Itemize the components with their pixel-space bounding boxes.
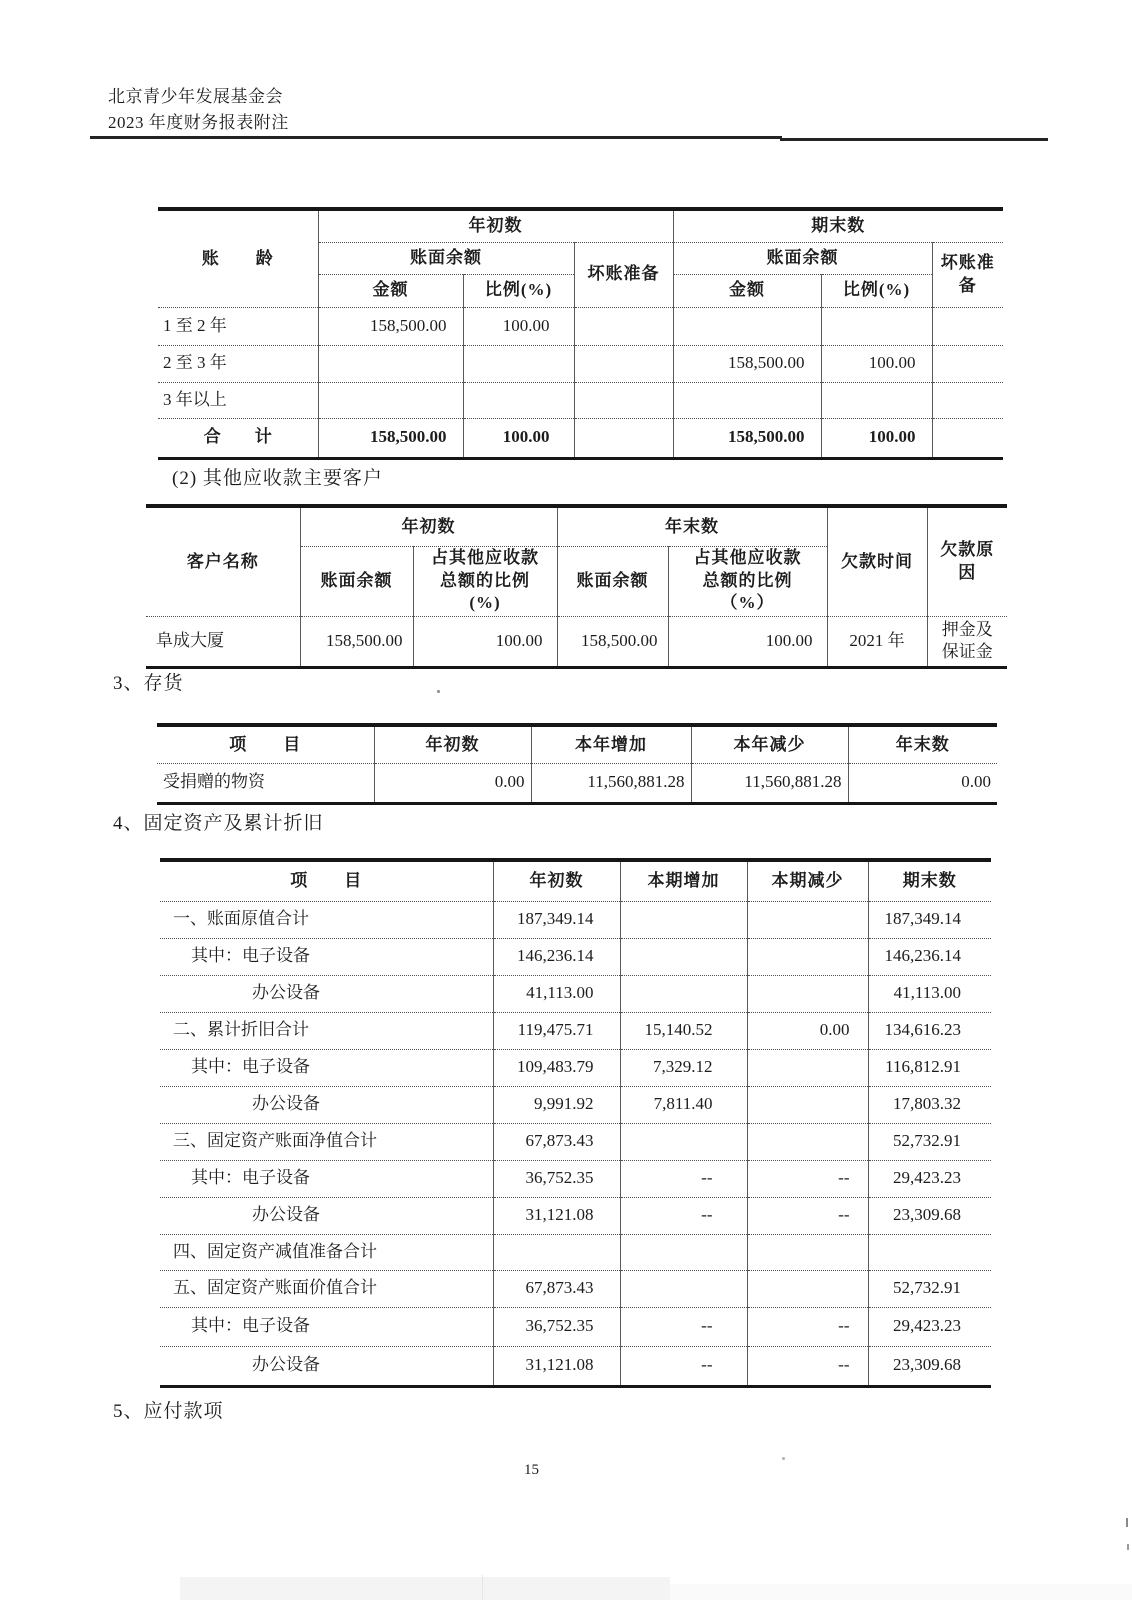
col-header-balance-begin: 账面余额 [300,546,413,616]
table-row [160,1307,991,1346]
table-row [160,938,991,975]
table-cell [747,1086,868,1123]
table-cell: -- [620,1160,747,1197]
table-cell: 1 至 2 年 [158,307,318,345]
col-header-balance-end: 账面余额 [557,546,668,616]
table-row [157,763,997,803]
receivables-table [146,504,1007,669]
table-cell [620,938,747,975]
table-cell [821,307,932,345]
col-header-begin: 年初数 [374,725,531,763]
table-cell: 158,500.00 [673,345,821,382]
table-cell: 41,113.00 [868,975,991,1012]
section-heading-payables: 5、应付款项 [113,1401,224,1422]
table-cell: 109,483.79 [493,1049,620,1086]
table-cell: 7,811.40 [620,1086,747,1123]
scan-speck [782,1457,785,1460]
table-cell: 其中：电子设备 [160,938,493,975]
table-cell: 2021 年 [827,616,927,667]
table-cell: 187,349.14 [493,901,620,938]
table-cell: 11,560,881.28 [691,763,848,803]
col-header-customer: 客户名称 [146,506,300,616]
table-cell: 36,752.35 [493,1307,620,1346]
table-cell: 17,803.32 [868,1086,991,1123]
table-row [158,382,1003,418]
table-row [160,1234,991,1270]
table-cell: 31,121.08 [493,1197,620,1234]
table-cell: 办公设备 [160,1086,493,1123]
table-cell: 158,500.00 [557,616,668,667]
col-header-begin: 年初数 [318,209,673,242]
table-cell: 办公设备 [160,1346,493,1386]
table-cell: 二、累计折旧合计 [160,1012,493,1049]
col-header-baddebt-end: 坏账准备 [932,242,1003,307]
fixed-assets-table [160,858,991,1388]
table-cell [932,345,1003,382]
table-row [160,1086,991,1123]
table-row [158,307,1003,345]
col-header-ratio-begin: 占其他应收款总额的比例(%) [413,546,557,616]
table-row [160,1049,991,1086]
table-cell [574,345,673,382]
table-cell: 0.00 [374,763,531,803]
table-cell [463,382,574,418]
table-cell: 五、固定资产账面价值合计 [160,1270,493,1307]
table-cell: 办公设备 [160,1197,493,1234]
col-header-decrease: 本年减少 [691,725,848,763]
table-cell [932,418,1003,458]
table-row [160,1197,991,1234]
col-header-begin: 年初数 [300,506,557,546]
col-header-begin: 年初数 [493,860,620,901]
table-cell [574,307,673,345]
table-cell: 146,236.14 [493,938,620,975]
col-header-item: 项 目 [157,725,374,763]
table-row [160,1160,991,1197]
table-cell: 阜成大厦 [146,616,300,667]
table-cell [318,382,463,418]
table-cell [318,345,463,382]
table-cell: 158,500.00 [318,418,463,458]
table-cell: 23,309.68 [868,1197,991,1234]
scan-line-artifact [482,1575,483,1600]
table-cell: 41,113.00 [493,975,620,1012]
col-header-end: 年末数 [848,725,997,763]
col-header-ratio-end: 比例(%) [821,274,932,307]
section-heading-inventory: 3、存货 [113,673,184,694]
table-cell: 3 年以上 [158,382,318,418]
col-header-debt-reason: 欠款原因 [927,506,1007,616]
table-cell [747,1270,868,1307]
table-row [160,1346,991,1386]
table-cell: 134,616.23 [868,1012,991,1049]
col-header-end: 期末数 [868,860,991,901]
col-header-amount-end: 金额 [673,274,821,307]
table-cell [747,1123,868,1160]
table-cell: 100.00 [821,345,932,382]
table-cell: 146,236.14 [868,938,991,975]
table-row [160,1270,991,1307]
table-cell: 100.00 [413,616,557,667]
scan-speck [437,690,440,693]
table-cell: 受捐赠的物资 [157,763,374,803]
table-cell: 67,873.43 [493,1123,620,1160]
table-cell: -- [747,1160,868,1197]
table-row [158,209,1003,242]
table-row [158,345,1003,382]
table-cell: 押金及保证金 [927,616,1007,667]
table-cell: 100.00 [821,418,932,458]
table-cell: 9,991.92 [493,1086,620,1123]
table-cell [932,382,1003,418]
table-cell: 2 至 3 年 [158,345,318,382]
table-cell: 100.00 [668,616,827,667]
table-row [160,1012,991,1049]
col-header-ratio-end: 占其他应收款总额的比例（%） [668,546,827,616]
table-cell: -- [620,1346,747,1386]
table-cell [620,1270,747,1307]
table-cell: 187,349.14 [868,901,991,938]
col-header-end: 年末数 [557,506,827,546]
table-cell: 其中：电子设备 [160,1160,493,1197]
table-cell [747,1049,868,1086]
table-cell [747,901,868,938]
header-rule-right [780,138,1048,141]
table-cell [868,1234,991,1270]
table-cell: 29,423.23 [868,1160,991,1197]
table-cell: 四、固定资产减值准备合计 [160,1234,493,1270]
scan-edge-mark [1126,1518,1128,1527]
col-header-end: 期末数 [673,209,1003,242]
table-row [160,901,991,938]
table-cell [747,1234,868,1270]
col-header-baddebt-begin: 坏账准备 [574,242,673,307]
table-cell: 36,752.35 [493,1160,620,1197]
header-rule-left [90,136,782,139]
col-header-increase: 本年增加 [531,725,691,763]
col-header-increase: 本期增加 [620,860,747,901]
col-header-debt-time: 欠款时间 [827,506,927,616]
table-cell [821,382,932,418]
table-row [157,725,997,763]
table-cell: 116,812.91 [868,1049,991,1086]
table-cell: -- [620,1307,747,1346]
table-row [160,860,991,901]
org-name: 北京青少年发展基金会 [108,87,283,106]
col-header-age: 账 龄 [158,209,318,307]
table-cell [574,418,673,458]
table-cell: 其中：电子设备 [160,1049,493,1086]
table-cell: 三、固定资产账面净值合计 [160,1123,493,1160]
table-cell: -- [747,1307,868,1346]
page-number: 15 [524,1462,539,1478]
table-cell: 100.00 [463,418,574,458]
table-cell: 0.00 [747,1012,868,1049]
inventory-table [157,723,997,805]
table-cell: -- [747,1346,868,1386]
table-cell: 67,873.43 [493,1270,620,1307]
section-heading-fixed-assets: 4、固定资产及累计折旧 [113,813,324,834]
table-cell [673,382,821,418]
aging-table [158,207,1003,460]
table-cell: -- [747,1197,868,1234]
table-cell: 158,500.00 [300,616,413,667]
table-cell [574,382,673,418]
table-cell [932,307,1003,345]
table-cell [673,307,821,345]
table-cell: 23,309.68 [868,1346,991,1386]
table-row [160,1123,991,1160]
scan-shade-left [180,1577,670,1600]
table-cell: 52,732.91 [868,1123,991,1160]
table-cell: 合 计 [158,418,318,458]
table-cell: 158,500.00 [318,307,463,345]
report-subtitle: 2023 年度财务报表附注 [108,113,289,132]
scan-shade-right [670,1584,1132,1600]
table-row [146,506,1007,546]
col-header-balance-begin: 账面余额 [318,242,574,274]
table-cell [620,1234,747,1270]
scan-edge-mark [1127,1544,1129,1550]
col-header-decrease: 本期减少 [747,860,868,901]
table-cell: 100.00 [463,307,574,345]
table-cell: 0.00 [848,763,997,803]
table-cell [463,345,574,382]
section-heading-receivables: (2) 其他应收款主要客户 [172,468,383,489]
table-row-total [158,418,1003,458]
col-header-balance-end: 账面余额 [673,242,932,274]
table-cell: 办公设备 [160,975,493,1012]
table-cell [620,901,747,938]
col-header-ratio-begin: 比例(%) [463,274,574,307]
table-cell: 7,329.12 [620,1049,747,1086]
table-cell: -- [620,1197,747,1234]
table-cell: 29,423.23 [868,1307,991,1346]
table-cell: 119,475.71 [493,1012,620,1049]
table-cell [747,975,868,1012]
table-cell: 52,732.91 [868,1270,991,1307]
table-cell [747,938,868,975]
col-header-amount-begin: 金额 [318,274,463,307]
table-row [160,975,991,1012]
table-cell [620,1123,747,1160]
table-cell: 其中：电子设备 [160,1307,493,1346]
table-cell: 31,121.08 [493,1346,620,1386]
table-cell [620,975,747,1012]
table-row [146,616,1007,667]
col-header-item: 项 目 [160,860,493,901]
page-header [108,84,289,136]
table-cell: 158,500.00 [673,418,821,458]
table-cell: 15,140.52 [620,1012,747,1049]
table-cell [493,1234,620,1270]
table-cell: 一、账面原值合计 [160,901,493,938]
table-cell: 11,560,881.28 [531,763,691,803]
